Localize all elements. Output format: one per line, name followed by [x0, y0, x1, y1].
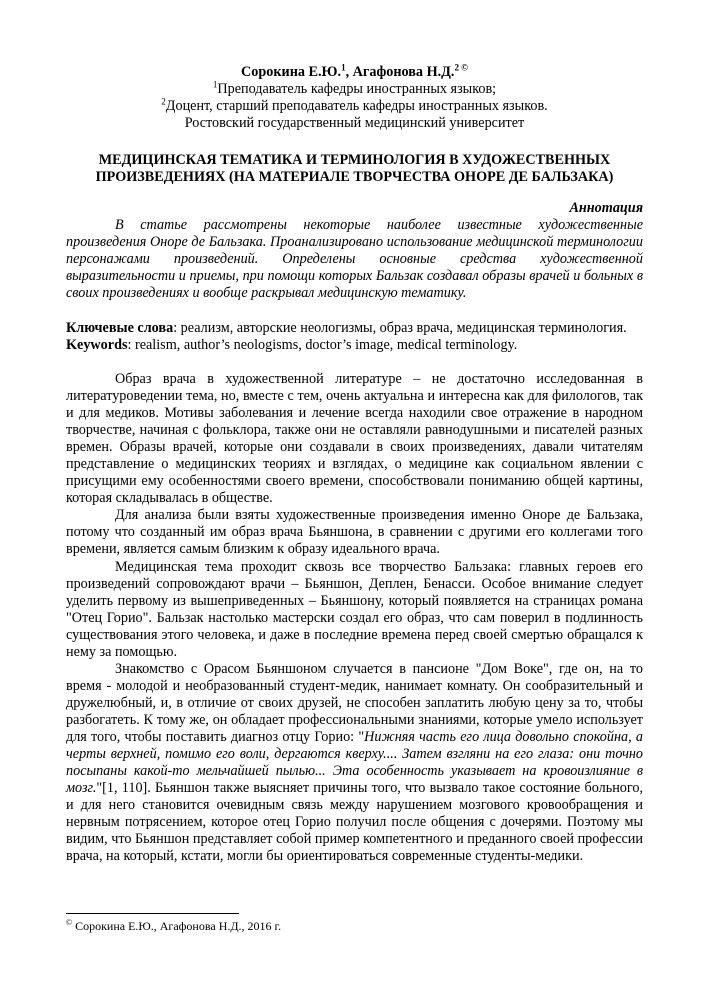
footnote-divider: [66, 913, 239, 914]
author-2-sup: 2 ©: [454, 62, 468, 73]
affiliation-2-text: Доцент, старший преподаватель кафедры иностранных языков.: [165, 98, 548, 114]
article-page: [66, 64, 643, 865]
author-separator: ,: [345, 64, 353, 80]
paragraph-3: Медицинская тема проходит сквозь все творчество Бальзака: главных героев его произведений сопровождают врачи – Бьяншон, Деплен, Бенасси. Особое внимание следует уделить первому из вышеприведенных – Бьяншону, который появляется на страницах романа "Отец Горио". Бальзак настолько мастерски создал его образ, что сам поверил в подлинность существования этого человека, и даже в последние времена перед своей смертью обращался к нему за помощью.: [66, 558, 643, 660]
footnote: [66, 919, 281, 933]
author-1-sup: 1: [341, 62, 346, 73]
paragraph-2: Для анализа были взяты художественные произведения именно Оноре де Бальзака, потому что созданный им образ врача Бьяншона, в сравнении с другими его коллегами того времени, является самым близким к образу идеального врача.: [66, 507, 643, 558]
author-1: Сорокина Е.Ю.: [241, 64, 342, 80]
affiliation-1-sup: 1: [212, 79, 218, 90]
university: Ростовский государственный медицинский университет: [184, 115, 525, 131]
paragraph-4-quote: Нижняя часть его лица довольно спокойна, а черты верхней, помимо его воли, дергаются кверху.... Затем взгляни на его глаза: они точно посыпаны какой-то мельчайшей пылью... Эта особенность указывает на кровоизлияние в мозг.: [66, 728, 643, 797]
paragraph-1: Образ врача в художественной литературе – не достаточно исследованная в литературоведении тема, но, вместе с тем, очень актуальна и интересна как для филологов, так и для медиков. Мотивы заболевания и лечение всегда находили свое отражение в народном творчестве, начиная с фольклора, также они не оставляли равнодушными и писателей разных времен. Образы врачей, которые они создавали в своих произведениях, давали читателям представление о медицинских теориях и взглядах, о медицине как социальном явлении с присущими ему особенностями своего времени, способствовали пониманию общей картины, которая складывалась в обществе.: [66, 371, 643, 507]
keywords-ru: [66, 320, 643, 337]
article-body: [66, 371, 643, 865]
affiliation-1: [66, 81, 643, 98]
author-2: Агафонова Н.Д.: [352, 64, 455, 80]
paragraph-4: [66, 661, 643, 866]
title-line-1: МЕДИЦИНСКАЯ ТЕМАТИКА И ТЕРМИНОЛОГИЯ В ХУДОЖЕСТВЕННЫХ: [98, 152, 611, 168]
keywords-block: [66, 320, 643, 354]
keywords-en: [66, 337, 643, 354]
affiliation-2: [66, 98, 643, 115]
paragraph-4-part-a: Знакомство с Орасом Бьяншоном случается в пансионе "Дом Воке", где он, на то время - молодой и необразованный студент-медик, нанимает комнату. Он сообразительный и дружелюбный, и, в отличие от своих друзей, не способен заплатить любую цену за то, чтобы разбогатеть. К тому же, он обладает профессиональными знаниями, которые умело использует для того, чтобы поставить диагноз отцу Горио: ": [66, 660, 643, 745]
affiliation-1-text: Преподаватель кафедры иностранных языков;: [217, 81, 497, 97]
author-line: [66, 64, 643, 81]
annotation-text: В статье рассмотрены некоторые наиболее известные художественные произведения Оноре де Бальзака. Проанализировано использование медицинской терминологии персонажами произведений. Определены основные средства художественной выразительности и приемы, при помощи которых Бальзак создавал образы врачей и больных в своих произведениях и вообще раскрывал медицинскую тематику.: [66, 217, 643, 301]
keywords-en-text: : realism, author’s neologisms, doctor’s image, medical terminology.: [127, 337, 518, 353]
article-title: [66, 152, 643, 186]
footnote-sup: ©: [66, 918, 73, 927]
annotation-heading: Аннотация: [569, 200, 643, 216]
keywords-ru-label: Ключевые слова: [66, 320, 174, 336]
keywords-ru-text: : реализм, авторские неологизмы, образ врача, медицинская терминология.: [173, 320, 627, 336]
footnote-text: Сорокина Е.Ю., Агафонова Н.Д., 2016 г.: [72, 919, 282, 933]
keywords-en-label: Keywords: [66, 337, 128, 353]
paragraph-4-part-b: "[1, 110]. Бьяншон также выясняет причины того, что вызвало такое состояние больного, и для него становится очевидным связь между нарушением мозгового кровообращения и нервным потрясением, которое отец Горио получил после общения с дочерями. Поэтому мы видим, что Бьяншон представляет собой пример компетентного и преданного своей профессии врача, на который, кстати, могли бы ориентироваться современные студенты-медики.: [66, 780, 643, 865]
title-line-2: ПРОИЗВЕДЕНИЯХ (НА МАТЕРИАЛЕ ТВОРЧЕСТВА ОНОРЕ ДЕ БАЛЬЗАКА): [95, 169, 614, 185]
affiliation-2-sup: 2: [161, 96, 166, 107]
